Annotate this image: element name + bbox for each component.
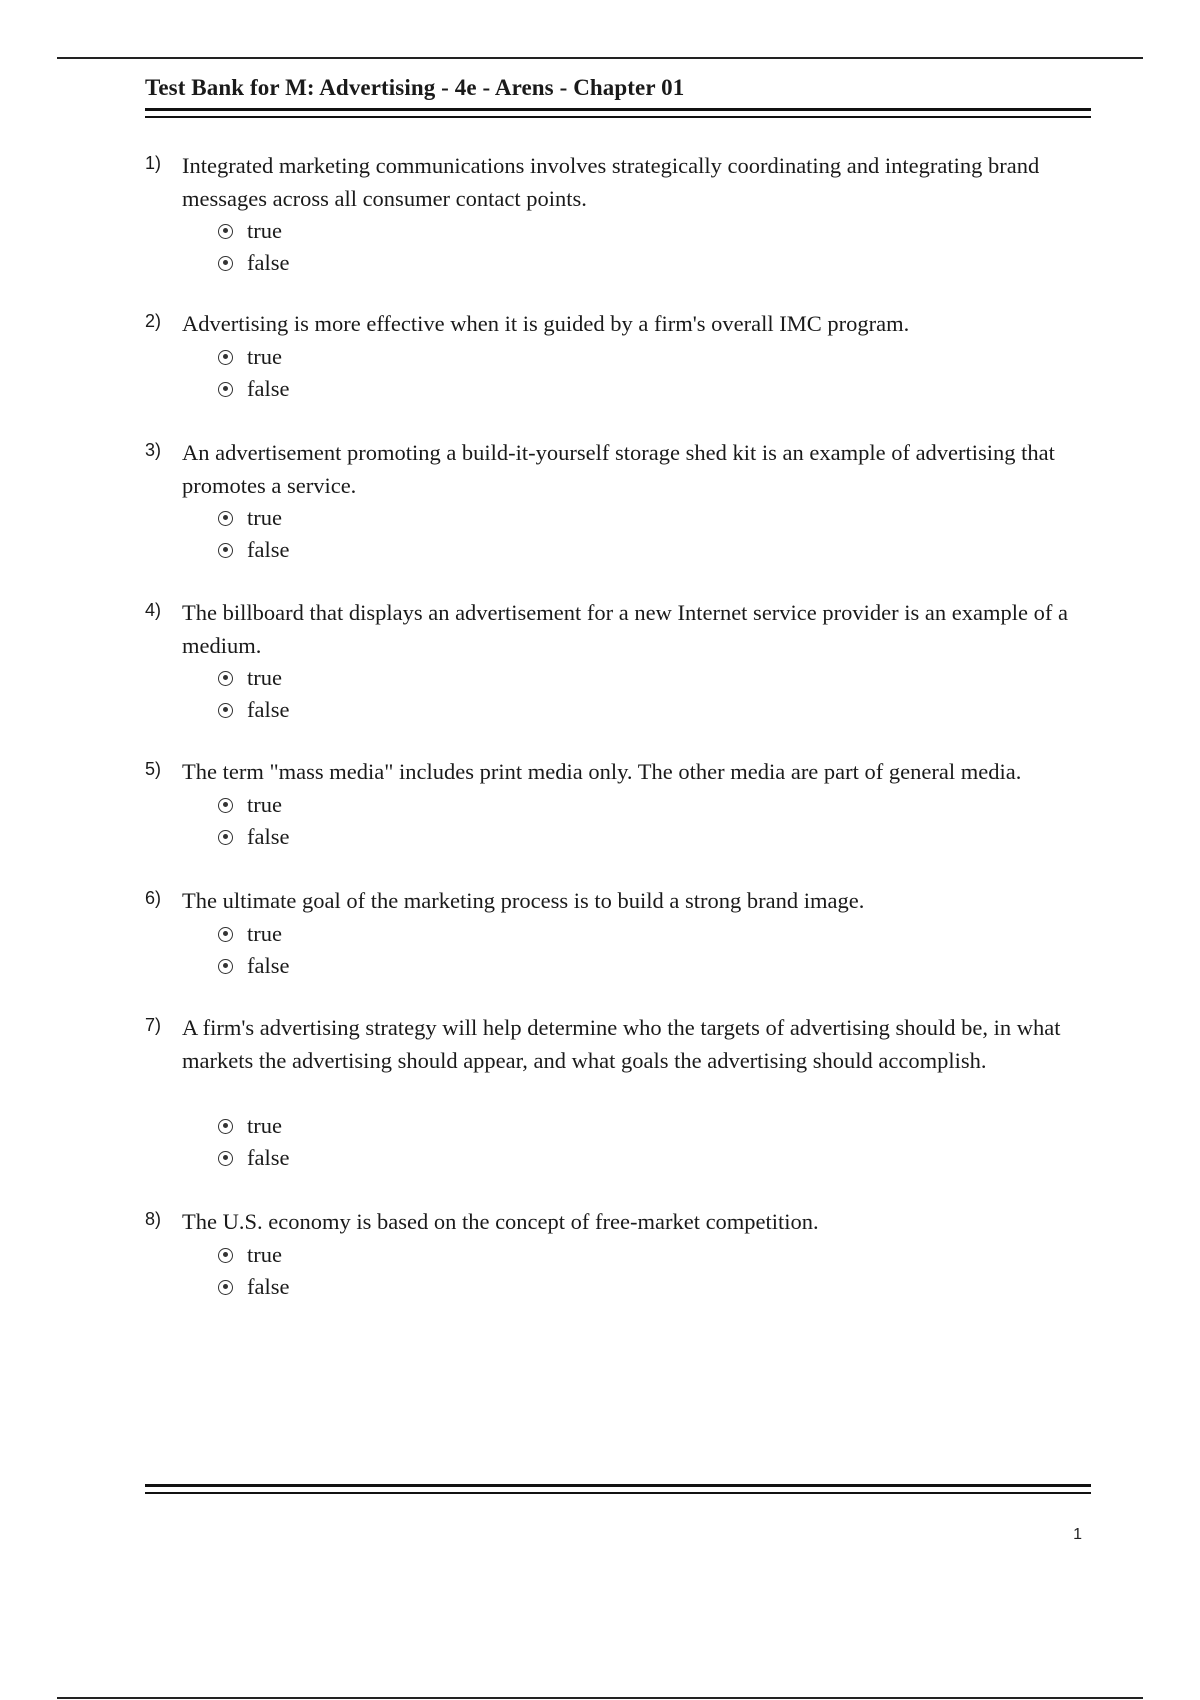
option-true[interactable]	[218, 918, 282, 950]
radio-icon[interactable]	[218, 1248, 233, 1263]
option-true[interactable]	[218, 341, 282, 373]
question-text: The U.S. economy is based on the concept of free-market competition.	[182, 1209, 819, 1234]
option-label: true	[247, 1242, 282, 1267]
option-label: true	[247, 921, 282, 946]
document-title: Test Bank for M: Advertising - 4e - Arens - Chapter 01	[145, 75, 685, 100]
radio-icon[interactable]	[218, 959, 233, 974]
option-label: false	[247, 697, 290, 722]
option-false[interactable]	[218, 534, 289, 566]
option-false[interactable]	[218, 821, 289, 853]
option-label: false	[247, 824, 290, 849]
page-footer	[145, 1482, 1091, 1494]
radio-icon[interactable]	[218, 350, 233, 365]
page-number: 1	[1073, 1526, 1082, 1543]
option-false[interactable]	[218, 373, 289, 405]
radio-icon[interactable]	[218, 703, 233, 718]
question-text: The ultimate goal of the marketing process is to build a strong brand image.	[182, 888, 865, 913]
question-text: An advertisement promoting a build-it-yourself storage shed kit is an example of advertising that promotes a service.	[182, 440, 1055, 498]
page-header	[145, 70, 1091, 118]
option-label: true	[247, 665, 282, 690]
option-label: false	[247, 1274, 290, 1299]
option-false[interactable]	[218, 1271, 289, 1303]
option-true[interactable]	[218, 215, 282, 247]
page-bottom-border	[57, 1697, 1143, 1699]
question-number: 3)	[145, 440, 162, 460]
question-text: Advertising is more effective when it is guided by a firm's overall IMC program.	[182, 311, 910, 336]
question-number: 1)	[145, 153, 162, 173]
page-top-border	[57, 57, 1143, 59]
radio-icon[interactable]	[218, 511, 233, 526]
question-text: A firm's advertising strategy will help determine who the targets of advertising should be, in what markets the advertising should appear, and what goals the advertising should accomplish.	[182, 1015, 1061, 1073]
radio-icon[interactable]	[218, 1151, 233, 1166]
option-true[interactable]	[218, 502, 282, 534]
header-double-rule	[145, 108, 1091, 118]
option-label: true	[247, 344, 282, 369]
radio-icon[interactable]	[218, 382, 233, 397]
radio-icon[interactable]	[218, 1280, 233, 1295]
radio-icon[interactable]	[218, 543, 233, 558]
option-false[interactable]	[218, 247, 289, 279]
option-label: false	[247, 953, 290, 978]
question-number: 8)	[145, 1209, 162, 1229]
option-label: true	[247, 505, 282, 530]
option-label: true	[247, 218, 282, 243]
option-label: false	[247, 1145, 290, 1170]
option-false[interactable]	[218, 694, 289, 726]
question-number: 2)	[145, 311, 162, 331]
radio-icon[interactable]	[218, 256, 233, 271]
radio-icon[interactable]	[218, 798, 233, 813]
radio-icon[interactable]	[218, 1119, 233, 1134]
question-text: Integrated marketing communications involves strategically coordinating and integrating brand messages across all consumer contact points.	[182, 153, 1040, 211]
option-true[interactable]	[218, 662, 282, 694]
option-label: false	[247, 537, 290, 562]
question-text: The billboard that displays an advertisement for a new Internet service provider is an example of a medium.	[182, 600, 1068, 658]
footer-double-rule	[145, 1484, 1091, 1494]
radio-icon[interactable]	[218, 927, 233, 942]
option-false[interactable]	[218, 950, 289, 982]
option-true[interactable]	[218, 789, 282, 821]
option-true[interactable]	[218, 1110, 282, 1142]
radio-icon[interactable]	[218, 671, 233, 686]
question-number: 6)	[145, 888, 162, 908]
question-number: 7)	[145, 1015, 162, 1035]
question-text: The term "mass media" includes print media only. The other media are part of general media.	[182, 759, 1022, 784]
option-label: false	[247, 376, 290, 401]
option-label: false	[247, 250, 290, 275]
option-false[interactable]	[218, 1142, 289, 1174]
radio-icon[interactable]	[218, 830, 233, 845]
question-number: 4)	[145, 600, 162, 620]
option-label: true	[247, 792, 282, 817]
radio-icon[interactable]	[218, 224, 233, 239]
option-true[interactable]	[218, 1239, 282, 1271]
question-number: 5)	[145, 759, 162, 779]
option-label: true	[247, 1113, 282, 1138]
